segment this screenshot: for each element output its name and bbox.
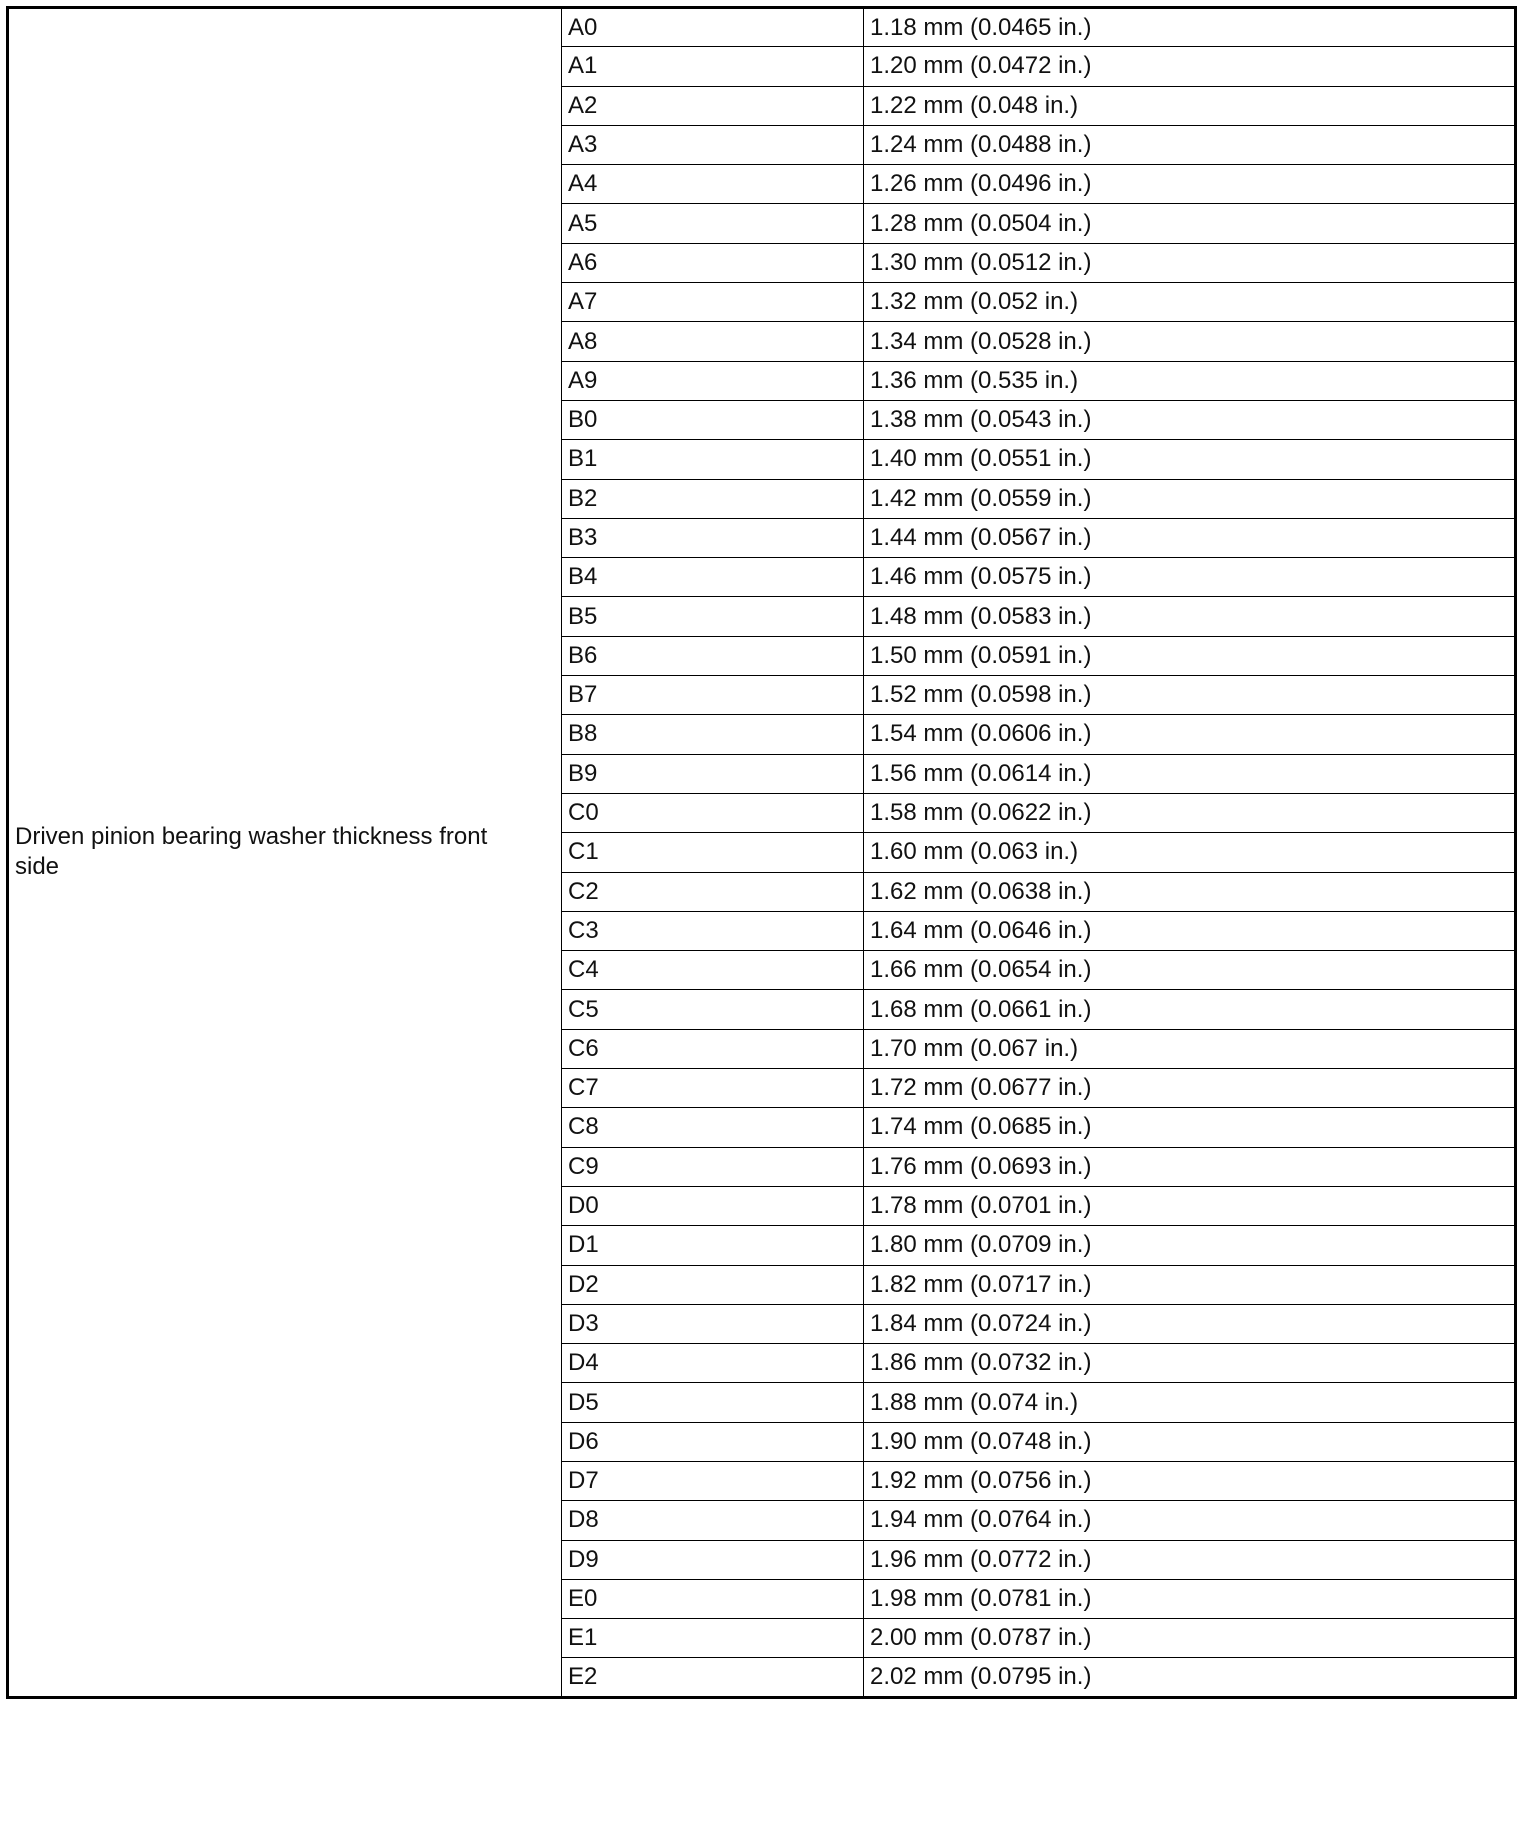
washer-code-cell: B8	[562, 715, 864, 754]
washer-thickness-cell: 1.80 mm (0.0709 in.)	[864, 1226, 1516, 1265]
washer-thickness-cell: 1.70 mm (0.067 in.)	[864, 1029, 1516, 1068]
washer-code-cell: A3	[562, 125, 864, 164]
washer-code-cell: C0	[562, 793, 864, 832]
washer-thickness-cell: 1.68 mm (0.0661 in.)	[864, 990, 1516, 1029]
washer-code-cell: A1	[562, 47, 864, 86]
washer-thickness-cell: 1.20 mm (0.0472 in.)	[864, 47, 1516, 86]
row-group-label: Driven pinion bearing washer thickness front side	[8, 8, 562, 1698]
washer-code-cell: B6	[562, 636, 864, 675]
washer-thickness-cell: 1.76 mm (0.0693 in.)	[864, 1147, 1516, 1186]
washer-code-cell: A9	[562, 361, 864, 400]
washer-thickness-cell: 1.52 mm (0.0598 in.)	[864, 676, 1516, 715]
washer-code-cell: C9	[562, 1147, 864, 1186]
washer-thickness-cell: 1.28 mm (0.0504 in.)	[864, 204, 1516, 243]
washer-thickness-cell: 1.44 mm (0.0567 in.)	[864, 518, 1516, 557]
washer-thickness-cell: 1.60 mm (0.063 in.)	[864, 833, 1516, 872]
washer-code-cell: B2	[562, 479, 864, 518]
washer-thickness-cell: 2.02 mm (0.0795 in.)	[864, 1658, 1516, 1697]
washer-code-cell: A0	[562, 8, 864, 47]
washer-code-cell: C5	[562, 990, 864, 1029]
washer-code-cell: D8	[562, 1501, 864, 1540]
washer-thickness-cell: 1.66 mm (0.0654 in.)	[864, 951, 1516, 990]
washer-thickness-cell: 1.78 mm (0.0701 in.)	[864, 1186, 1516, 1225]
washer-thickness-cell: 1.50 mm (0.0591 in.)	[864, 636, 1516, 675]
washer-thickness-cell: 1.26 mm (0.0496 in.)	[864, 165, 1516, 204]
washer-code-cell: A4	[562, 165, 864, 204]
washer-code-cell: D9	[562, 1540, 864, 1579]
washer-thickness-cell: 1.62 mm (0.0638 in.)	[864, 872, 1516, 911]
washer-code-cell: B3	[562, 518, 864, 557]
washer-thickness-table	[6, 6, 1517, 1699]
washer-thickness-cell: 1.48 mm (0.0583 in.)	[864, 597, 1516, 636]
washer-code-cell: B1	[562, 440, 864, 479]
washer-code-cell: D0	[562, 1186, 864, 1225]
washer-code-cell: B0	[562, 400, 864, 439]
washer-thickness-cell: 1.88 mm (0.074 in.)	[864, 1383, 1516, 1422]
washer-code-cell: A7	[562, 283, 864, 322]
washer-thickness-cell: 1.98 mm (0.0781 in.)	[864, 1579, 1516, 1618]
washer-code-cell: E0	[562, 1579, 864, 1618]
washer-thickness-cell: 1.34 mm (0.0528 in.)	[864, 322, 1516, 361]
washer-code-cell: B4	[562, 558, 864, 597]
washer-thickness-cell: 1.54 mm (0.0606 in.)	[864, 715, 1516, 754]
washer-thickness-cell: 1.96 mm (0.0772 in.)	[864, 1540, 1516, 1579]
table-body	[8, 8, 1516, 1698]
washer-code-cell: B5	[562, 597, 864, 636]
washer-code-cell: D1	[562, 1226, 864, 1265]
washer-code-cell: E2	[562, 1658, 864, 1697]
washer-code-cell: D2	[562, 1265, 864, 1304]
washer-code-cell: B9	[562, 754, 864, 793]
washer-code-cell: C2	[562, 872, 864, 911]
washer-thickness-cell: 1.64 mm (0.0646 in.)	[864, 911, 1516, 950]
washer-code-cell: B7	[562, 676, 864, 715]
washer-code-cell: C3	[562, 911, 864, 950]
washer-code-cell: E1	[562, 1619, 864, 1658]
washer-thickness-cell: 1.90 mm (0.0748 in.)	[864, 1422, 1516, 1461]
washer-thickness-cell: 1.74 mm (0.0685 in.)	[864, 1108, 1516, 1147]
table-row	[8, 8, 1516, 47]
washer-thickness-cell: 1.38 mm (0.0543 in.)	[864, 400, 1516, 439]
washer-code-cell: D6	[562, 1422, 864, 1461]
washer-code-cell: C7	[562, 1069, 864, 1108]
washer-code-cell: D4	[562, 1344, 864, 1383]
washer-thickness-cell: 1.58 mm (0.0622 in.)	[864, 793, 1516, 832]
washer-thickness-cell: 1.56 mm (0.0614 in.)	[864, 754, 1516, 793]
washer-thickness-cell: 1.84 mm (0.0724 in.)	[864, 1304, 1516, 1343]
washer-thickness-cell: 1.82 mm (0.0717 in.)	[864, 1265, 1516, 1304]
washer-thickness-cell: 1.94 mm (0.0764 in.)	[864, 1501, 1516, 1540]
washer-thickness-cell: 1.72 mm (0.0677 in.)	[864, 1069, 1516, 1108]
washer-thickness-cell: 1.86 mm (0.0732 in.)	[864, 1344, 1516, 1383]
washer-thickness-cell: 1.46 mm (0.0575 in.)	[864, 558, 1516, 597]
washer-code-cell: C6	[562, 1029, 864, 1068]
washer-thickness-cell: 1.22 mm (0.048 in.)	[864, 86, 1516, 125]
washer-code-cell: D5	[562, 1383, 864, 1422]
washer-thickness-cell: 1.30 mm (0.0512 in.)	[864, 243, 1516, 282]
washer-code-cell: A5	[562, 204, 864, 243]
washer-thickness-cell: 1.32 mm (0.052 in.)	[864, 283, 1516, 322]
washer-code-cell: C1	[562, 833, 864, 872]
washer-code-cell: A2	[562, 86, 864, 125]
washer-thickness-cell: 1.42 mm (0.0559 in.)	[864, 479, 1516, 518]
washer-thickness-cell: 2.00 mm (0.0787 in.)	[864, 1619, 1516, 1658]
washer-thickness-cell: 1.24 mm (0.0488 in.)	[864, 125, 1516, 164]
washer-code-cell: D7	[562, 1461, 864, 1500]
washer-thickness-cell: 1.18 mm (0.0465 in.)	[864, 8, 1516, 47]
washer-code-cell: A6	[562, 243, 864, 282]
washer-code-cell: D3	[562, 1304, 864, 1343]
washer-thickness-cell: 1.92 mm (0.0756 in.)	[864, 1461, 1516, 1500]
washer-thickness-cell: 1.36 mm (0.535 in.)	[864, 361, 1516, 400]
washer-code-cell: A8	[562, 322, 864, 361]
washer-thickness-cell: 1.40 mm (0.0551 in.)	[864, 440, 1516, 479]
washer-code-cell: C8	[562, 1108, 864, 1147]
washer-code-cell: C4	[562, 951, 864, 990]
